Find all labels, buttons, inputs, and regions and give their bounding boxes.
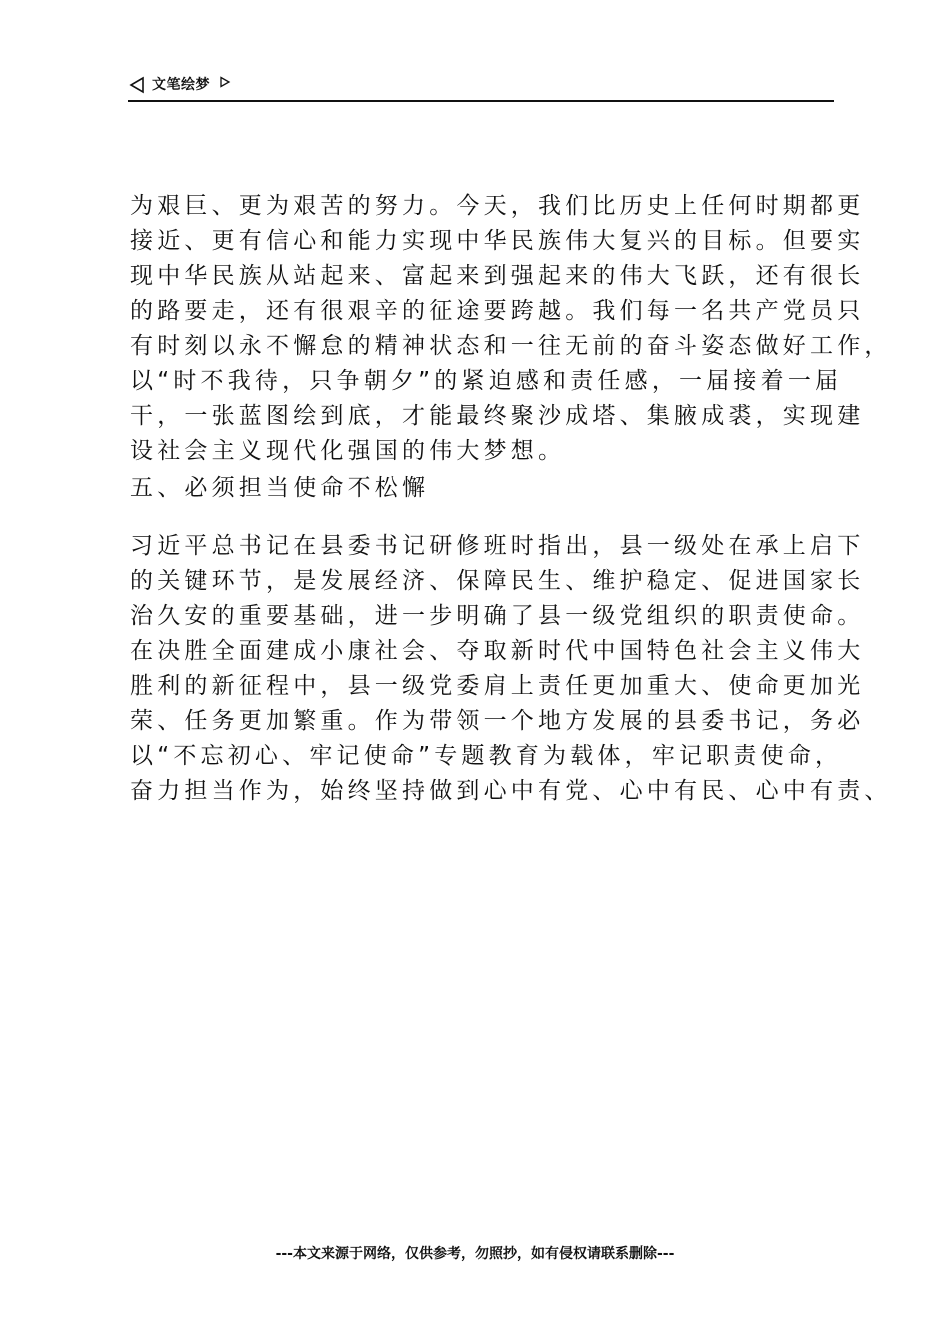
footer-disclaimer: ---本文来源于网络，仅供参考，勿照抄，如有侵权请联系删除--- <box>275 1246 675 1262</box>
text-line: 习近平总书记在县委书记研修班时指出，县一级处在承上启下 <box>130 533 865 559</box>
text-line: 的路要走，还有很艰辛的征途要跨越。我们每一名共产党员只 <box>130 298 865 324</box>
text-line: 荣、任务更加繁重。作为带领一个地方发展的县委书记，务必 <box>130 708 865 734</box>
text-line: 以“时不我待，只争朝夕”的紧迫感和责任感，一届接着一届 <box>130 368 843 394</box>
header-title: 文笔绘梦 <box>152 77 210 93</box>
triangle-left-outline-icon <box>128 76 146 94</box>
text-line: 接近、更有信心和能力实现中华民族伟大复兴的目标。但要实 <box>130 228 865 254</box>
text-line: 以“不忘初心、牢记使命”专题教育为载体，牢记职责使命， <box>130 743 843 769</box>
triangle-right-outline-icon <box>219 76 231 88</box>
text-line: 现中华民族从站起来、富起来到强起来的伟大飞跃，还有很长 <box>130 263 865 289</box>
text-line: 胜利的新征程中，县一级党委肩上责任更加重大、使命更加光 <box>130 673 865 699</box>
text-line: 的关键环节，是发展经济、保障民生、维护稳定、促进国家长 <box>130 568 865 594</box>
text-line: 治久安的重要基础，进一步明确了县一级党组织的职责使命。 <box>130 603 865 629</box>
text-line: 干，一张蓝图绘到底，才能最终聚沙成塔、集腋成裘，实现建 <box>130 403 865 429</box>
text-line: 在决胜全面建成小康社会、夺取新时代中国特色社会主义伟大 <box>130 638 865 664</box>
text-line: 设社会主义现代化强国的伟大梦想。 <box>130 438 566 464</box>
page-header <box>128 74 834 102</box>
text-line: 有时刻以永不懈怠的精神状态和一往无前的奋斗姿态做好工作， <box>130 333 892 359</box>
text-line: 为艰巨、更为艰苦的努力。今天，我们比历史上任何时期都更 <box>130 193 865 219</box>
text-line: 奋力担当作为，始终坚持做到心中有党、心中有民、心中有责、 <box>130 778 892 804</box>
section-heading: 五、必须担当使命不松懈 <box>130 475 430 501</box>
